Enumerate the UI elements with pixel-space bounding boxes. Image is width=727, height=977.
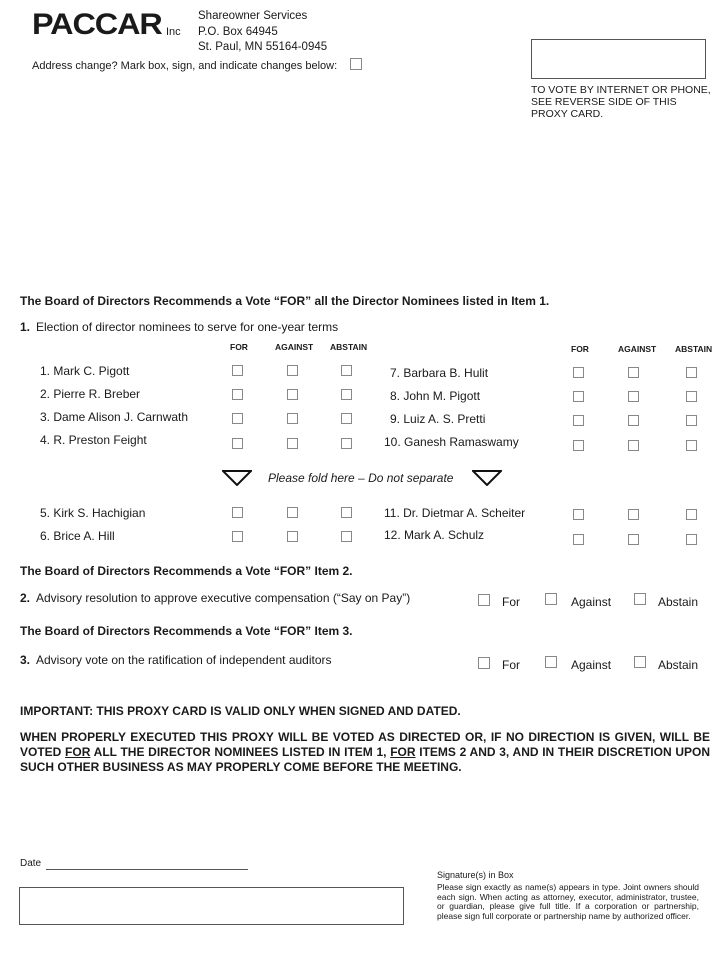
proxy-direction-paragraph [20,730,710,775]
item3-text: Advisory vote on the ratification of independent auditors [36,653,332,667]
col-abstain-left: ABSTAIN [330,342,368,352]
section2-recommendation: The Board of Directors Recommends a Vote “FOR” Item 2. [20,564,353,578]
nominee-5-for-checkbox[interactable] [232,507,243,518]
item3-for-checkbox[interactable] [478,657,490,669]
signature-instructions: Please sign exactly as name(s) appears in type. Joint owners should each sign. When acting as attorney, executor, administrator, trustee, or guardian, please give full title. If a corporation or partnership, please sign full corporate or partnership name by authorized officer. [437,882,699,921]
nominee-8-for-checkbox[interactable] [573,391,584,402]
nominee-label: 1. Mark C. Pigott [40,364,130,378]
col-against-right: AGAINST [618,344,657,354]
nominee-1-against-checkbox[interactable] [287,365,298,376]
nominee-11-against-checkbox[interactable] [628,509,639,520]
nominee-7-against-checkbox[interactable] [628,367,639,378]
signature-box[interactable] [19,887,404,925]
nominee-8-abstain-checkbox[interactable] [686,391,697,402]
nominee-label: 7. Barbara B. Hulit [390,366,489,380]
nominee-3-for-checkbox[interactable] [232,413,243,424]
address-line: P.O. Box 64945 [198,25,278,38]
nominee-2-abstain-checkbox[interactable] [341,389,352,400]
nominee-5-against-checkbox[interactable] [287,507,298,518]
nominee-7-for-checkbox[interactable] [573,367,584,378]
nominee-4-for-checkbox[interactable] [232,438,243,449]
fold-arrow-right-icon [472,470,502,486]
nominee-12-abstain-checkbox[interactable] [686,534,697,545]
paccar-logo: PACCAR [32,8,162,41]
control-number-box [531,39,706,79]
item3-for-label: For [502,658,520,672]
nominee-1-for-checkbox[interactable] [232,365,243,376]
nominee-4-abstain-checkbox[interactable] [341,438,352,449]
date-label: Date [20,858,42,869]
nominee-6-for-checkbox[interactable] [232,531,243,542]
nominee-6-against-checkbox[interactable] [287,531,298,542]
important-notice: IMPORTANT: THIS PROXY CARD IS VALID ONLY WHEN SIGNED AND DATED. [20,704,461,718]
vote-instructions: TO VOTE BY INTERNET OR PHONE, SEE REVERSE SIDE OF THIS PROXY CARD. [531,84,711,120]
nominee-12-against-checkbox[interactable] [628,534,639,545]
col-for-left: FOR [230,342,248,352]
nominee-label: 2. Pierre R. Breber [40,387,141,401]
nominee-8-against-checkbox[interactable] [628,391,639,402]
nominee-label: 9. Luiz A. S. Pretti [390,412,486,426]
signature-label: Signature(s) in Box [437,870,514,880]
nominee-label: 8. John M. Pigott [390,389,481,403]
item3-against-checkbox[interactable] [545,656,557,668]
section3-recommendation: The Board of Directors Recommends a Vote “FOR” Item 3. [20,624,353,638]
address-change-label: Address change? Mark box, sign, and indicate changes below: [32,60,338,72]
item2-for-label: For [502,595,520,609]
address-line: St. Paul, MN 55164-0945 [198,41,328,53]
nominee-10-for-checkbox[interactable] [573,440,584,451]
nominee-label: 10. Ganesh Ramaswamy [384,435,519,449]
section1-recommendation: The Board of Directors Recommends a Vote “FOR” all the Director Nominees listed in Item 1. [20,294,550,308]
nominee-12-for-checkbox[interactable] [573,534,584,545]
item2-against-label: Against [571,595,612,609]
item2-text: Advisory resolution to approve executive compensation (“Say on Pay”) [36,591,411,605]
return-address [198,9,327,56]
col-against-left: AGAINST [275,342,314,352]
para-part: WHEN PROPERLY EXECUTED THIS PROXY WILL BE VOTED AS DIRECTED OR, IF NO DIRECTION IS GIVEN, WILL BE VOTED [20,730,710,759]
nominee-9-for-checkbox[interactable] [573,415,584,426]
nominee-9-against-checkbox[interactable] [628,415,639,426]
para-for-underlined: FOR [65,745,91,759]
fold-instruction: Please fold here – Do not separate [268,471,454,485]
nominee-3-abstain-checkbox[interactable] [341,413,352,424]
nominee-label: 3. Dame Alison J. Carnwath [40,410,189,424]
col-abstain-right: ABSTAIN [675,344,713,354]
fold-arrow-left-icon [222,470,252,486]
item3-number: 3. [20,653,31,667]
para-for-underlined: FOR [390,745,416,759]
item3-abstain-label: Abstain [658,658,699,672]
nominee-4-against-checkbox[interactable] [287,438,298,449]
item2-against-checkbox[interactable] [545,593,557,605]
para-part: ALL THE DIRECTOR NOMINEES LISTED IN ITEM 1, [90,745,391,759]
nominee-2-for-checkbox[interactable] [232,389,243,400]
nominee-10-abstain-checkbox[interactable] [686,440,697,451]
nominee-7-abstain-checkbox[interactable] [686,367,697,378]
item1-number: 1. [20,320,31,334]
item2-abstain-label: Abstain [658,595,699,609]
nominee-9-abstain-checkbox[interactable] [686,415,697,426]
address-line: Shareowner Services [198,10,308,22]
item1-text: Election of director nominees to serve for one-year terms [36,320,339,334]
logo-suffix: Inc [166,26,181,38]
nominee-2-against-checkbox[interactable] [287,389,298,400]
item2-for-checkbox[interactable] [478,594,490,606]
address-change-checkbox[interactable] [350,58,362,70]
nominee-label: 11. Dr. Dietmar A. Scheiter [384,506,526,520]
date-input-line[interactable] [46,869,248,870]
nominee-label: 12. Mark A. Schulz [384,528,485,542]
nominee-3-against-checkbox[interactable] [287,413,298,424]
nominee-11-for-checkbox[interactable] [573,509,584,520]
nominee-label: 6. Brice A. Hill [40,529,115,543]
nominee-10-against-checkbox[interactable] [628,440,639,451]
col-for-right: FOR [571,344,589,354]
para-part: ITEMS 2 AND 3, AND IN THEIR DISCRETION UPON SUCH OTHER BUSINESS AS MAY PROPERLY COME BEFORE THE MEETING. [20,745,711,774]
nominee-5-abstain-checkbox[interactable] [341,507,352,518]
nominee-11-abstain-checkbox[interactable] [686,509,697,520]
item3-against-label: Against [571,658,612,672]
item2-abstain-checkbox[interactable] [634,593,646,605]
nominee-1-abstain-checkbox[interactable] [341,365,352,376]
item3-abstain-checkbox[interactable] [634,656,646,668]
nominee-label: 4. R. Preston Feight [40,433,147,447]
item2-number: 2. [20,591,31,605]
nominee-6-abstain-checkbox[interactable] [341,531,352,542]
nominee-label: 5. Kirk S. Hachigian [40,506,146,520]
